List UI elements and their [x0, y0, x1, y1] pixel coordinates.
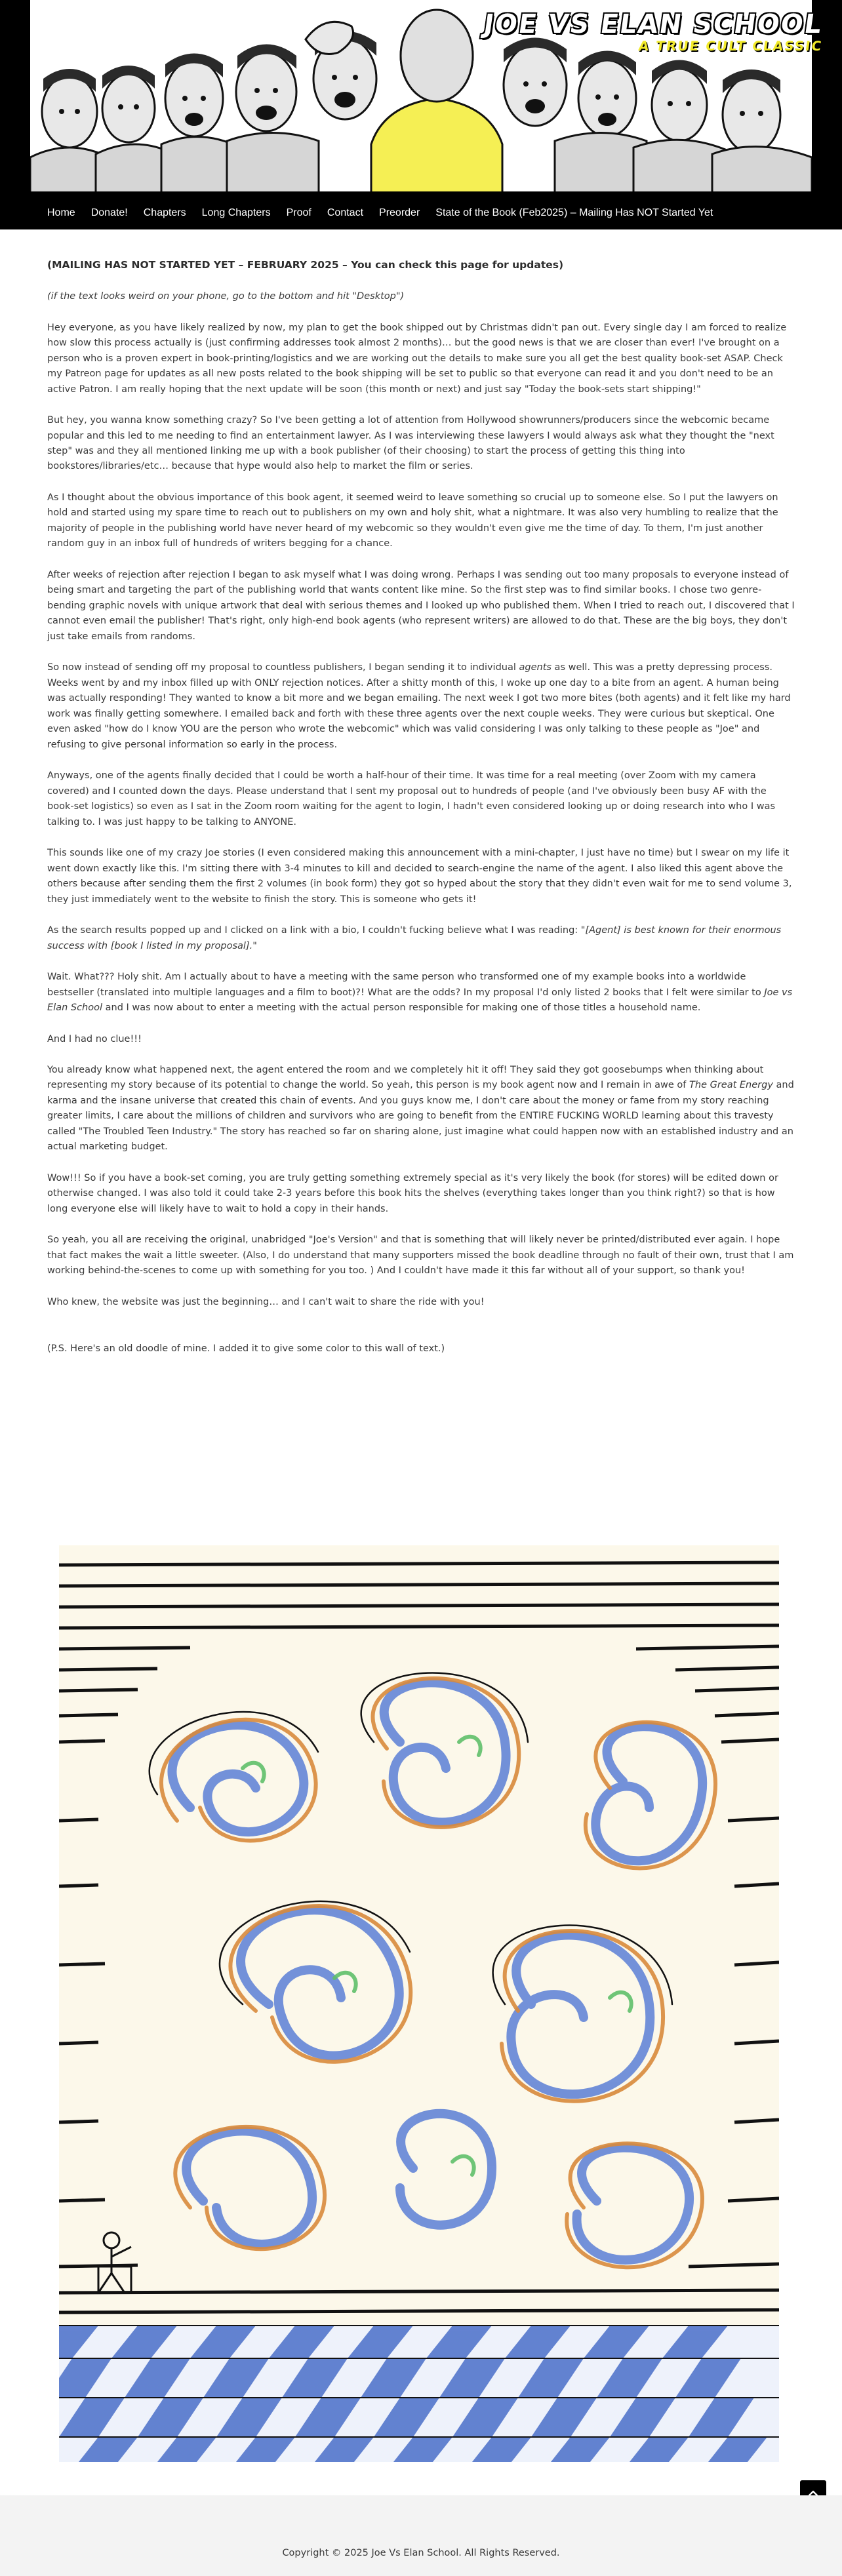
postscript: (P.S. Here's an old doodle of mine. I added it to give some color to this wall of text.)	[47, 1343, 445, 1355]
site-header	[0, 0, 842, 229]
text-run: As the search results popped up and I clicked on a link with a bio, I couldn't fucking believe what I was reading:	[47, 925, 581, 936]
text-run: and I was now about to enter a meeting with the actual person responsible for making one of those titles a household name.	[102, 1002, 701, 1014]
paragraph-hit-it-off	[47, 1063, 795, 1155]
emphasis-agents: agents	[519, 662, 551, 673]
nav-item-contact[interactable]: Contact	[327, 207, 364, 218]
paragraph-holy-shit	[47, 970, 795, 1016]
paragraph-shipping-update: Hey everyone, as you have likely realized by now, my plan to get the book shipped out by Christmas didn't pan out. Every single day I am forced to realize how slow this process actually is (just confirming addresses took almost 2 months)… but the good news is that we are closer than ever! I've brought on a person who is a proven expert in book-printing/logistics and we are working out the details to make sure you all get the best quality book-set ASAP. Check my Patreon page for updates as all new posts related to the book shipping will be set to public so that everyone can read it and you don't need to be an active Patron. I am really hoping that the next update will be soon (this month or next) and just say "Today the book-sets start shipping!"	[47, 322, 787, 395]
text-run: You already know what happened next, the agent entered the room and we completely hit it off! They said they got goosebumps when thinking about representing my story because of its potential to change the world. So yeah, this person is my book agent now and I remain in awe of	[47, 1065, 764, 1091]
text-run: as well. This was a pretty depressing process. Weeks went by and my inbox filled up with ONLY rejection notices. After a shitty month of this, I woke up one day to a bite from an agent. A human being was actually responding! They wanted to know a bit more and we began emailing. The next week I got two more bites (both agents) and it felt like my hard work was finally getting somewhere. I emailed back and forth with these three agents over the next couple weeks. They were curious but skeptical. One even asked "how do I know YOU are the person who wrote the webcomic" which was valid considering I was only talking to these people as "Joe" and refusing to give personal information so early in the process.	[47, 662, 791, 750]
paragraph-joes-version: So yeah, you all are receiving the original, unabridged "Joe's Version" and that is something that will likely never be printed/distributed ever again. I hope that fact makes the wait a little sweeter. (Also, I do understand that many supporters missed the book deadline through no fault of their own, trust that I am working behind-the-scenes to come up with something for you too. ) And I couldn't have made it this far without all of your support, so thank you!	[47, 1235, 794, 1277]
nav-item-long-chapters[interactable]: Long Chapters	[201, 207, 271, 218]
article-content	[47, 257, 795, 1373]
mobile-note	[47, 289, 795, 304]
mobile-note-text: (if the text looks weird on your phone, go to the bottom and hit "Desktop")	[47, 291, 405, 302]
site-branding[interactable]	[481, 9, 825, 54]
nav-item-chapters[interactable]: Chapters	[143, 207, 186, 218]
site-footer	[0, 2495, 842, 2576]
site-tagline: A TRUE CULT CLASSIC	[637, 38, 824, 54]
nav-item-state-of-the-book[interactable]: State of the Book (Feb2025) – Mailing Has NOT Started Yet	[435, 207, 713, 218]
paragraph-search-results	[47, 923, 795, 954]
emphasis-book-title: Joe vs Elan School	[47, 987, 793, 1014]
paragraph-no-clue: And I had no clue!!!	[47, 1033, 142, 1044]
paragraph-hollywood: But hey, you wanna know something crazy? So I've been getting a lot of attention from Hollywood showrunners/producers since the webcomic became popular and this led to me needing to find an entertainment lawyer. As I was interviewing these lawyers I would always ask what they thought the "next step" was and they all mentioned linking me up with a book publisher (of their choosing) to start the process of getting this thing into bookstores/libraries/etc… because that hype would also help to market the film or series.	[47, 415, 774, 472]
site-title[interactable]: JOE VS ELAN SCHOOL	[481, 9, 825, 39]
emphasis-agent-bio: "[Agent] is best known for their enormous success with [book I listed in my proposal]."	[47, 925, 782, 951]
main-navigation	[0, 197, 842, 229]
swirl-doodle-image	[59, 1545, 779, 2462]
paragraph-crazy-story: This sounds like one of my crazy Joe stories (I even considered making this announcement with a mini-chapter, I just have no time) but I swear on my life it went down exactly like this. I'm sitting there with 3-4 minutes to kill and decided to search-engine the name of the agent. I also liked this agent above the others because after sending them the first 2 volumes (in book form) they got so hyped about the story that they didn't even wait for me to send volume 3, they just immediately went to the website to finish the story. This is someone who gets it!	[47, 848, 792, 905]
paragraph-agents	[47, 660, 795, 753]
paragraph-beginning: Who knew, the website was just the beginning… and I can't wait to share the ride with you!	[47, 1296, 485, 1307]
nav-item-home[interactable]: Home	[47, 207, 75, 218]
emphasis-great-energy: The Great Energy	[689, 1080, 773, 1091]
spacer	[47, 1326, 795, 1341]
text-run: and karma and the insane universe that created this chain of events. And you guys know me, I don't care about the money or fame from my story reaching greater limits, I care about the millions of children and survivors who are going to benefit from the ENTIRE FUCKING WORLD learning about this travesty called "The Troubled Teen Industry." The story has reached so far on sharing alone, just imagine what could happen now with an established industry and an actual marketing budget.	[47, 1080, 794, 1153]
footer-copyright: Copyright © 2025 Joe Vs Elan School. All Rights Reserved.	[282, 2548, 560, 2558]
text-run: Wait. What??? Holy shit. Am I actually about to have a meeting with the same person who transformed one of my example books into a worldwide bestseller (translated into multiple languages and a film to boot)?! What are the odds? In my proposal I'd only listed 2 books that I felt were similar to	[47, 972, 765, 998]
paragraph-meeting: Anyways, one of the agents finally decided that I could be worth a half-hour of their time. It was time for a real meeting (over Zoom with my camera covered) and I counted down the days. Please understand that I sent my proposal out to hundreds of people (and I've obviously been busy AF with the book-set logistics) so even as I sat in the Zoom room waiting for the agent to login, I hadn't even considered looking up or doing research into who I was talking to. I was just happy to be talking to ANYONE.	[47, 770, 776, 827]
nav-item-proof[interactable]: Proof	[286, 207, 311, 218]
paragraph-publishers: As I thought about the obvious importance of this book agent, it seemed weird to leave something so crucial up to someone else. So I put the lawyers on hold and started using my spare time to reach out to publishers on my own and holy shit, what a nightmare. It was also very humbling to realize that the majority of people in the publishing world have never heard of my webcomic so they wouldn't even give me the time of day. To them, I'm just another random guy in an inbox full of hundreds of writers begging for a chance.	[47, 492, 778, 549]
paragraph-book-set: Wow!!! So if you have a book-set coming, you are truly getting something extremely special as it's very likely the book (for stores) will be edited down or otherwise changed. I was also told it could take 2-3 years before this book hits the shelves (everything takes longer than you think right?) so that is how long everyone else will likely have to wait to hold a copy in their hands.	[47, 1172, 778, 1214]
text-run: So now instead of sending off my proposal to countless publishers, I began sending it to individual	[47, 662, 519, 673]
paragraph-rejection: After weeks of rejection after rejection I began to ask myself what I was doing wrong. Perhaps I was sending out too many proposals to everyone instead of being smart and targeting the part of the publishing world that wants content like mine. So the first step was to find similar books. I chose two genre-bending graphic novels with unique artwork that deal with serious themes and I looked up who published them. When I tried to reach out, I discovered that I cannot even email the publisher! That's right, only high-end book agents (who represent writers) are allowed to do that. These are the big boys, they don't just take emails from randoms.	[47, 569, 795, 642]
doodle-drawing	[59, 1545, 779, 2462]
nav-item-donate[interactable]: Donate!	[90, 207, 128, 218]
mailing-status-line: (MAILING HAS NOT STARTED YET – FEBRUARY 2025 – You can check this page for updates)	[47, 259, 564, 271]
nav-item-preorder[interactable]: Preorder	[379, 207, 420, 218]
